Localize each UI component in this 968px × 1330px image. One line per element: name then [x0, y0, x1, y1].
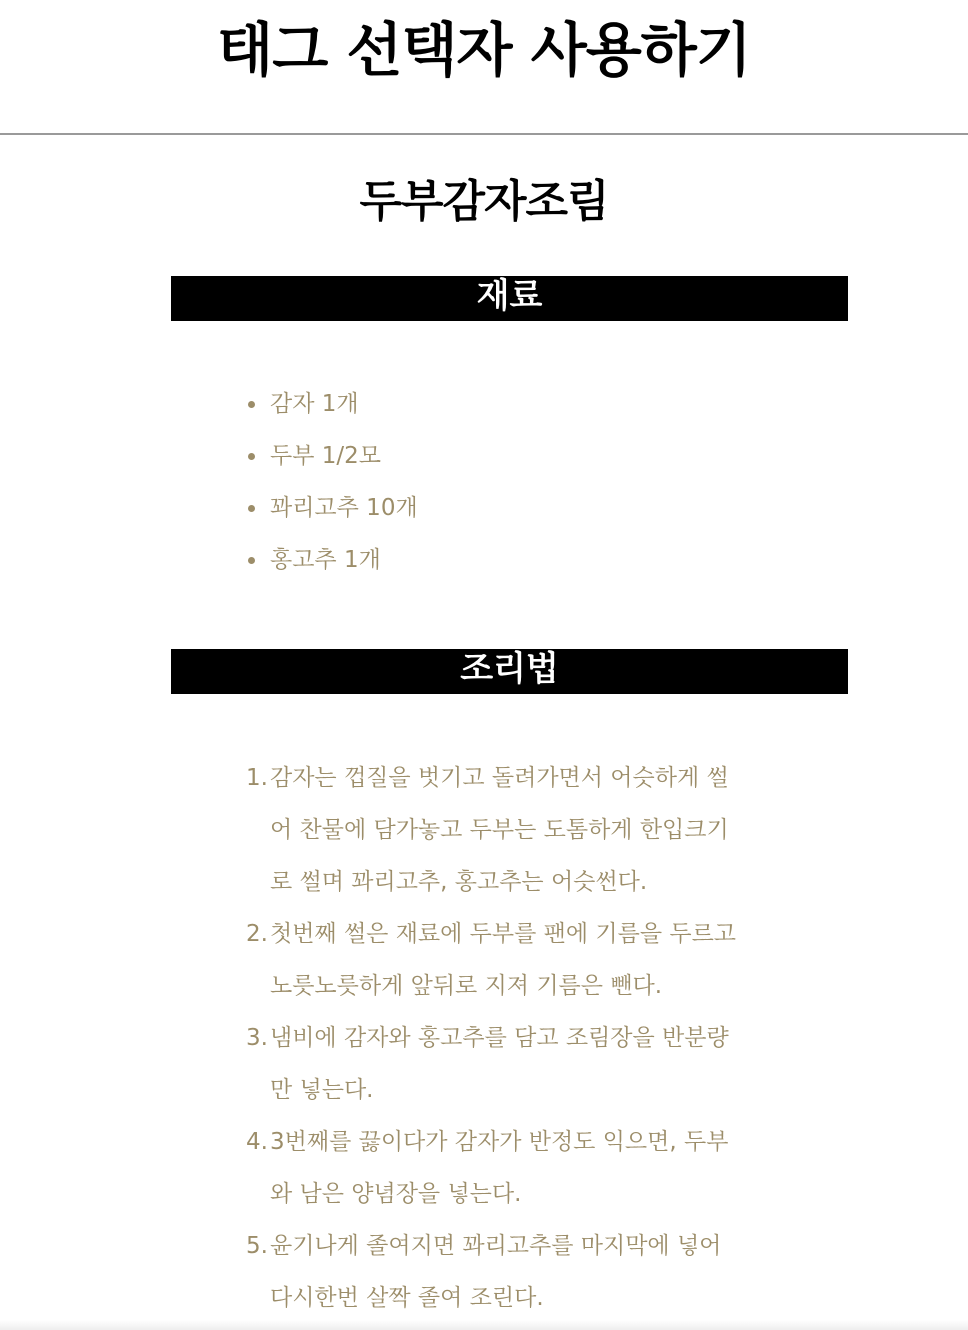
step-text: 첫번째 썰은 재료에 두부를 팬에 기름을 두르고 노릇노릇하게 앞뒤로 지져 기름은 뺀다. [270, 921, 737, 999]
step-number: 1. [246, 765, 268, 791]
list-item [246, 1012, 750, 1116]
step-number: 2. [246, 921, 268, 947]
bullet-icon [248, 557, 255, 564]
ingredient-text: 꽈리고추 10개 [270, 495, 418, 521]
page-title: 태그 선택자 사용하기 [217, 16, 751, 84]
bullet-icon [248, 401, 255, 408]
step-number: 4. [246, 1129, 268, 1155]
ingredient-text: 홍고추 1개 [270, 547, 381, 573]
list-item [246, 1220, 750, 1324]
step-number: 3. [246, 1025, 268, 1051]
recipe-title: 두부감자조림 [359, 176, 609, 227]
bottom-fade [0, 1320, 968, 1330]
list-item [270, 482, 418, 534]
ingredients-heading: 재료 [171, 276, 848, 321]
page-header [0, 0, 968, 135]
bullet-icon [248, 453, 255, 460]
step-list [246, 752, 750, 1324]
list-item [246, 752, 750, 908]
list-item [270, 378, 418, 430]
steps-heading: 조리법 [171, 649, 848, 694]
list-item [246, 908, 750, 1012]
list-item [270, 534, 418, 586]
ingredient-text: 감자 1개 [270, 391, 359, 417]
step-text: 윤기나게 졸여지면 꽈리고추를 마지막에 넣어 다시한번 살짝 졸여 조린다. [270, 1233, 722, 1311]
list-item [270, 430, 418, 482]
ingredient-list [270, 378, 418, 586]
bullet-icon [248, 505, 255, 512]
step-number: 5. [246, 1233, 268, 1259]
list-item [246, 1116, 750, 1220]
step-text: 냄비에 감자와 홍고추를 담고 조림장을 반분량만 넣는다. [270, 1025, 729, 1103]
step-text: 감자는 껍질을 벗기고 돌려가면서 어슷하게 썰어 찬물에 담가놓고 두부는 도톰하게 한입크기로 썰며 꽈리고추, 홍고추는 어슷썬다. [270, 765, 729, 895]
ingredient-text: 두부 1/2모 [270, 443, 381, 469]
step-text: 3번째를 끓이다가 감자가 반정도 익으면, 두부와 남은 양념장을 넣는다. [270, 1129, 729, 1207]
